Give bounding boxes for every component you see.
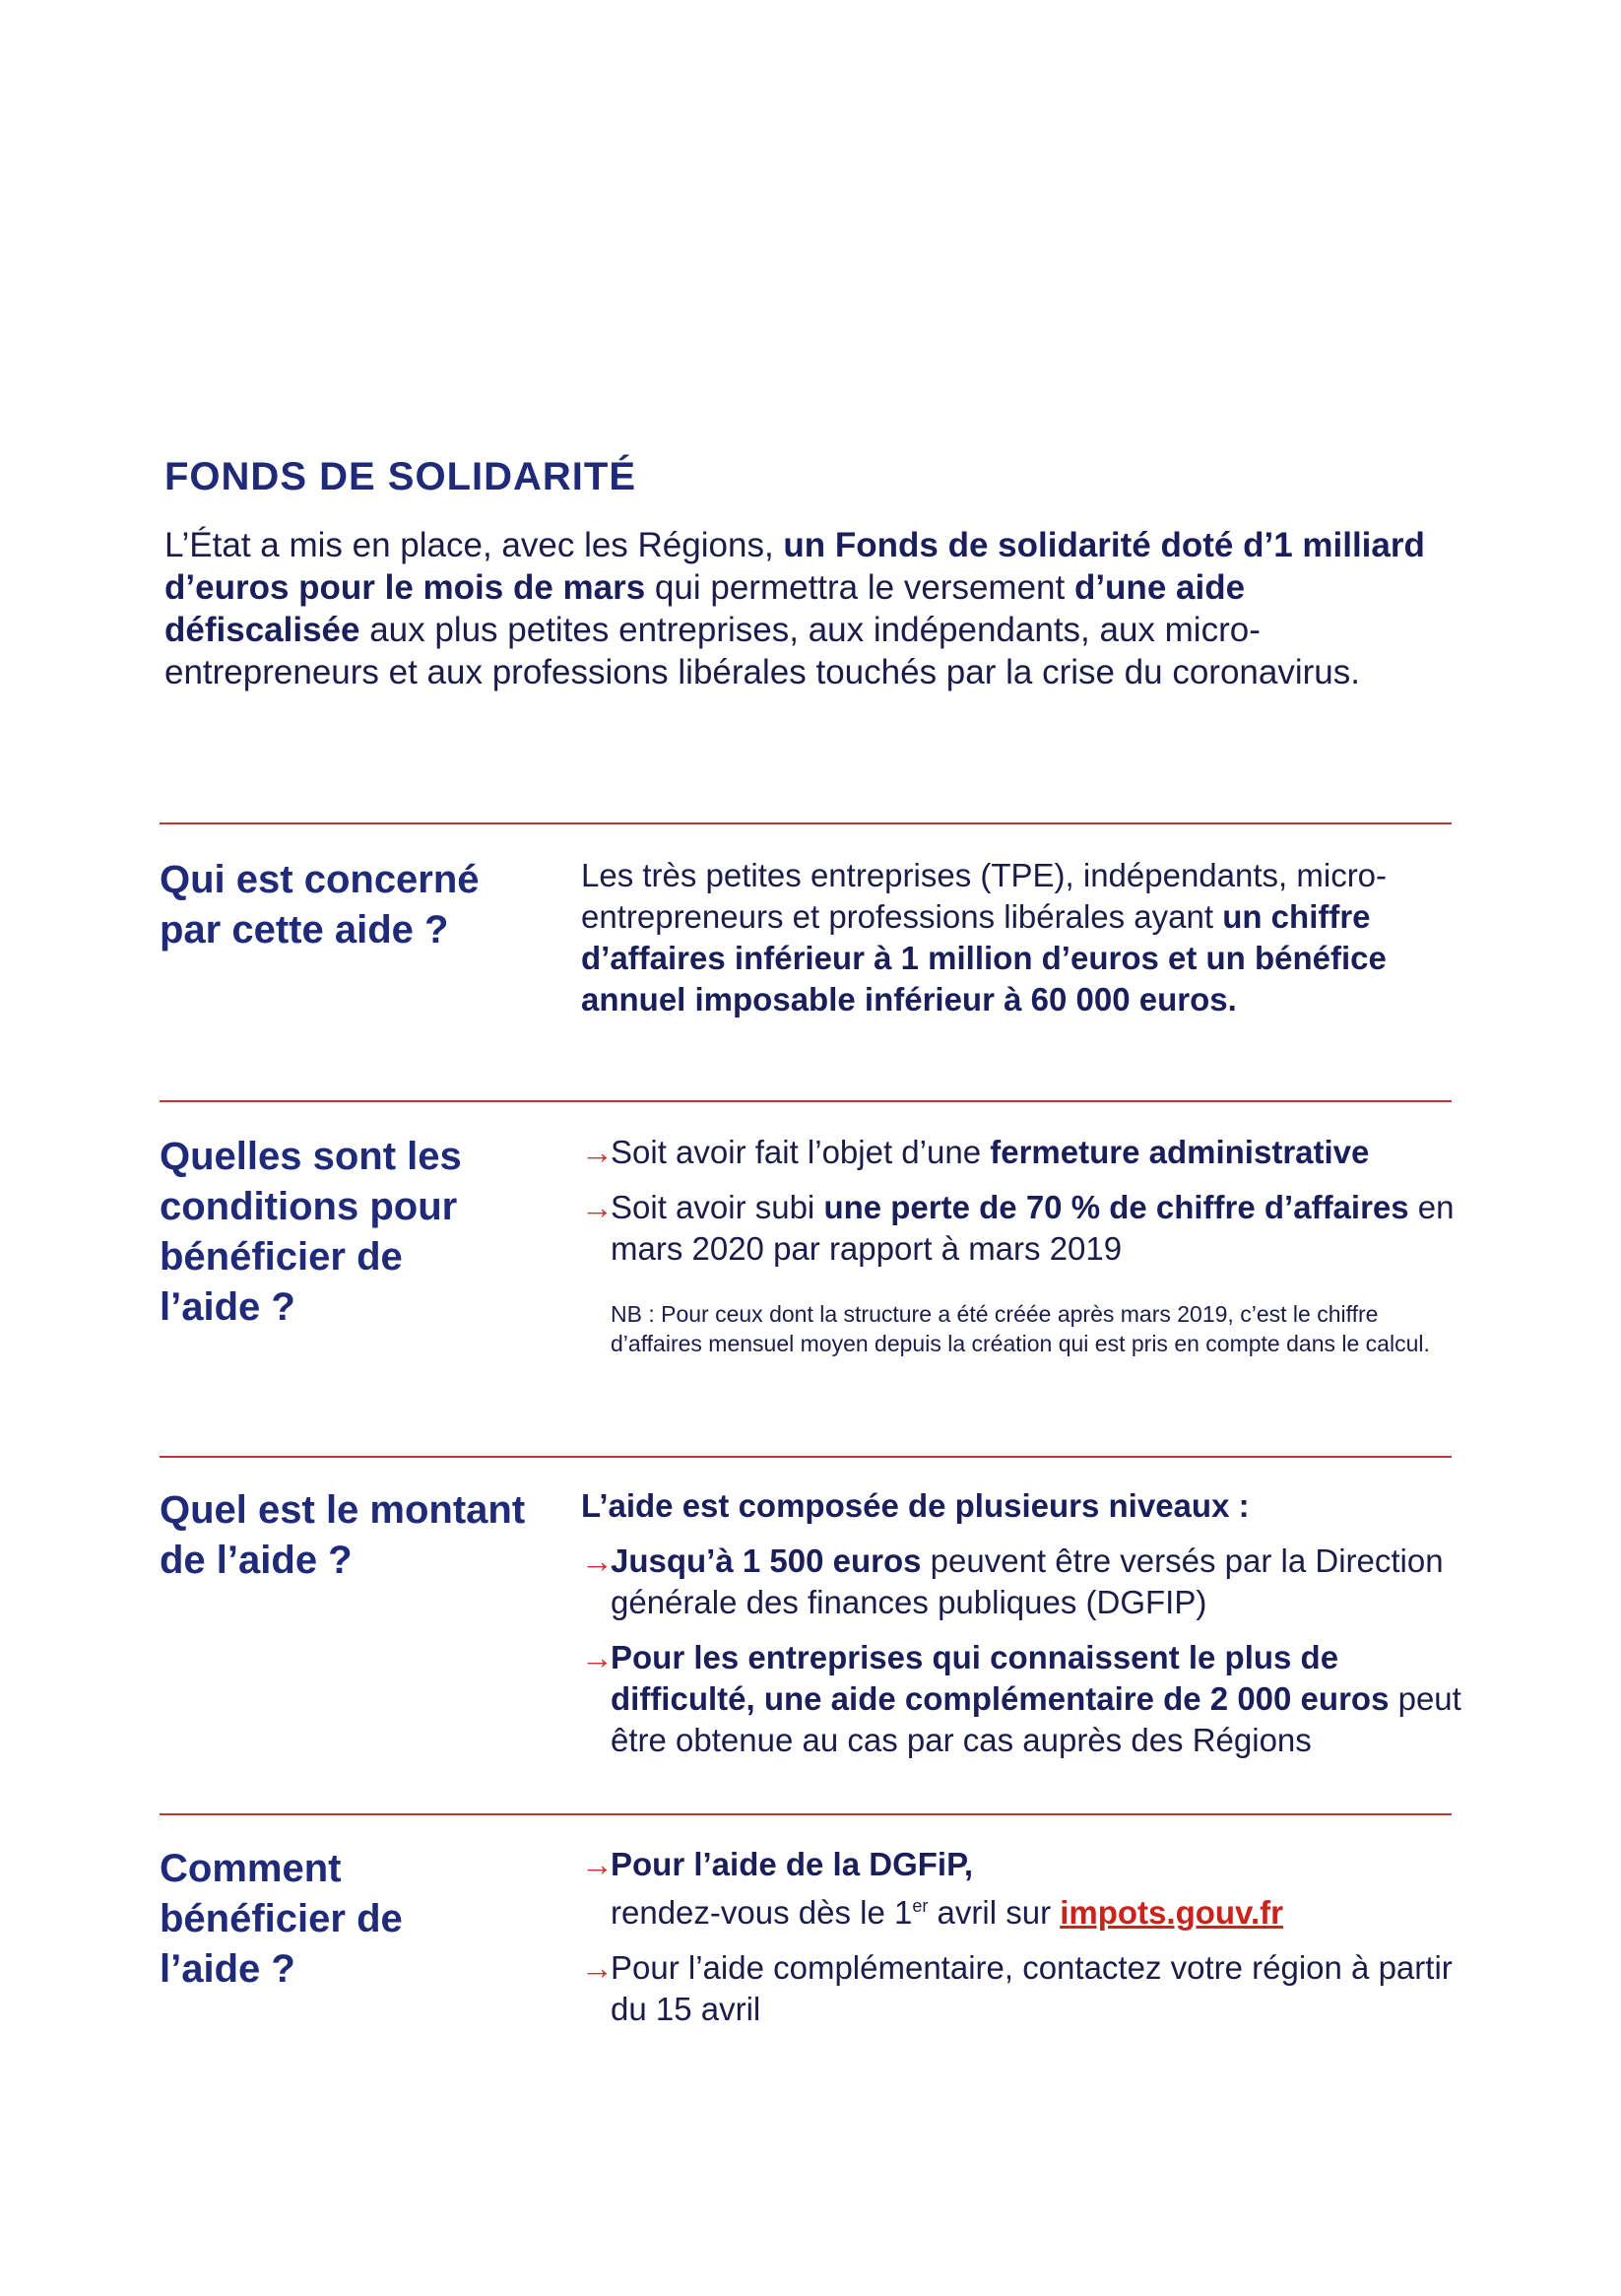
section-divider bbox=[160, 1100, 1452, 1102]
arrow-icon: → bbox=[581, 1189, 614, 1225]
list-item: → Soit avoir fait l’objet d’une fermeture administrative bbox=[581, 1132, 1467, 1173]
answer-how bbox=[581, 1844, 1467, 2044]
question-how: Comment bénéficier de l’aide ? bbox=[160, 1847, 403, 1991]
arrow-icon: → bbox=[581, 1134, 614, 1170]
intro-paragraph bbox=[164, 524, 1445, 693]
arrow-icon: → bbox=[581, 1542, 614, 1579]
arrow-icon: → bbox=[581, 1639, 614, 1675]
section-divider bbox=[160, 1813, 1452, 1815]
answer-concerned bbox=[581, 855, 1467, 1020]
question-amount: Quel est le montant de l’aide ? bbox=[160, 1488, 526, 1582]
list-item: → Pour les entreprises qui connaissent le plus de difficulté, une aide complémentaire de 2 000 euros peut être obtenue au cas par cas auprès des Régions bbox=[581, 1639, 1461, 1758]
intro-text-3: aux plus petites entreprises, aux indépendants, aux micro-entrepreneurs et aux professions libérales touchés par la crise du coronavirus. bbox=[164, 611, 1360, 691]
list-item: → Soit avoir subi une perte de 70 % de chiffre d’affaires en mars 2020 par rapport à mars 2019 bbox=[581, 1189, 1455, 1267]
intro-bold-2: d’une aide défiscalisée bbox=[164, 568, 1246, 649]
answer-text: Les très petites entreprises (TPE), indépendants, micro-entrepreneurs et professions libérales ayant bbox=[581, 857, 1388, 935]
intro-bold-1: un Fonds de solidarité doté d’1 milliard d’euros pour le mois de mars bbox=[164, 526, 1425, 607]
question-concerned: Qui est concerné par cette aide ? bbox=[160, 858, 480, 951]
section-divider bbox=[160, 822, 1452, 824]
question-conditions: Quelles sont les conditions pour bénéficier de l’aide ? bbox=[160, 1135, 462, 1329]
list-item: → Jusqu’à 1 500 euros peuvent être versés par la Direction générale des finances publiques (DGFIP) bbox=[581, 1542, 1444, 1620]
answer-lead: L’aide est composée de plusieurs niveaux : bbox=[581, 1487, 1250, 1524]
answer-conditions bbox=[581, 1132, 1467, 1358]
answer-bold: un chiffre d’affaires inférieur à 1 million d’euros et un bénéfice annuel imposable inférieur à 60 000 euros. bbox=[581, 898, 1387, 1017]
arrow-icon: → bbox=[581, 1846, 614, 1882]
answer-amount bbox=[581, 1485, 1467, 1775]
arrow-icon: → bbox=[581, 1949, 614, 1986]
note-text: NB : Pour ceux dont la structure a été créée après mars 2019, c’est le chiffre d’affaires mensuel moyen depuis la création qui est pris en compte dans le calcul. bbox=[611, 1301, 1430, 1356]
impots-link[interactable]: impots.gouv.fr bbox=[1060, 1894, 1283, 1931]
list-item: → Pour l’aide complémentaire, contactez votre région à partir du 15 avril bbox=[581, 1949, 1453, 2027]
intro-text-1: L’État a mis en place, avec les Régions, bbox=[164, 526, 784, 564]
intro-text-2: qui permettra le versement bbox=[645, 568, 1074, 607]
page-title: FONDS DE SOLIDARITÉ bbox=[164, 455, 637, 498]
list-item: → Pour l’aide de la DGFiP, rendez-vous dès le 1er avril sur impots.gouv.fr bbox=[581, 1846, 1283, 1931]
section-divider bbox=[160, 1456, 1452, 1458]
